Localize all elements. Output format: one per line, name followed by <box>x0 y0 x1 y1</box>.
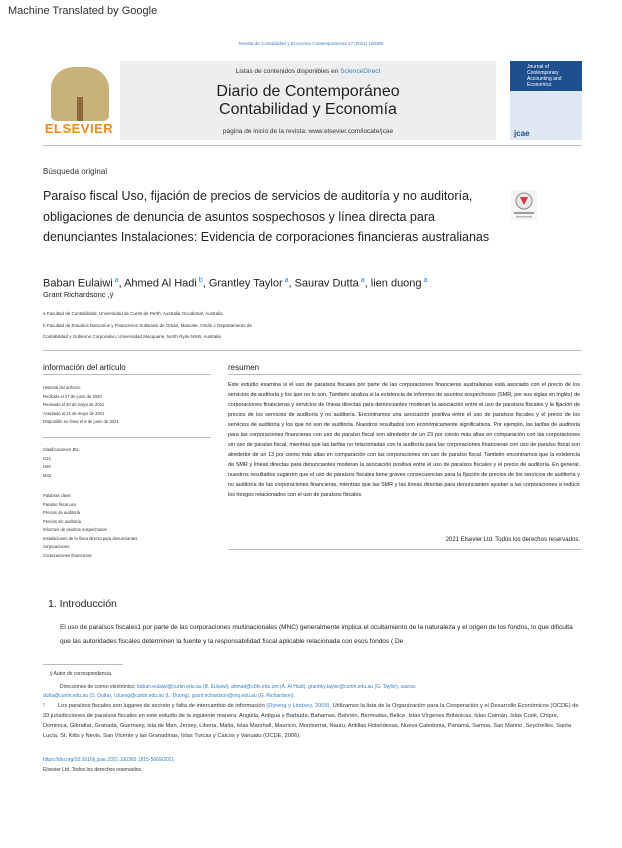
affiliation: b Facultad de Estudios Bancarios y Financieros Sultanato de Omán, Mascate, Omán c Departamento de <box>43 323 252 328</box>
affiliation-marker[interactable]: a <box>114 277 119 284</box>
author-name[interactable]: , Ahmed Al Hadi <box>118 277 197 290</box>
article-history <box>43 384 213 427</box>
history-item: Aceptado el 21 de mayo de 2021 <box>43 410 105 416</box>
affiliation-marker[interactable]: b <box>198 277 203 284</box>
footnote-1: ¹ Los paraísos fiscales son lugares de secreto y falta de intercambio de información (Dyreng y Lindsey, 2009). Utilizamos la lista de la Organización para la Cooperación y el Desarrollo Económicos (OCDE) de 33 jurisdicciones de paraísos fiscales en este estudio de la siguiente manera: Anguila, Antigua y Barbuda, Bahamas, Bahrein, Bermudas, Belice, Islas Vírgenes Británicas, Islas Caimán, Islas Cook, Chipre, Dominica, Gibraltar, Granada, Guernsey, Isla de Man, Jersey, Liberia, Malta, Islas Marshall, Mauricio, Montserrat, Nauru, Antillas Holandesas, Nueva Caledonia, Panamá, Samoa, San Marino, Seychelles, Santa Lucía, St. Kitts y Nevis, San Vicente y las Granadinas, Islas Turcas y Caicos y Vanuatu (OCDE, 2006). <box>43 703 579 739</box>
citation-link[interactable]: (Dyreng y Lindsey, 2009). <box>266 703 332 709</box>
keyword: Instalaciones de la línea directa para denunciantes <box>43 535 138 541</box>
keywords-heading: Palabras clave: <box>43 493 72 498</box>
keyword: corporaciones <box>43 544 70 549</box>
sciencedirect-link[interactable]: ScienceDirect <box>340 68 381 75</box>
email-links[interactable]: baban.eulaiwi@curtin.edu.au (B. Eulaiwi), ahmad@cbfs.edu.om (A. Al Hadi), grantley.taylor@curtin.edu.au (G. Taylor), saurav. <box>136 684 417 690</box>
affiliation: Contabilidad y Gobierno Corporativo, Universidad Macquarie, North Ryde NSW, Australia <box>43 334 221 339</box>
journal-title-line1: Diario de Contemporáneo <box>216 83 400 100</box>
author-list <box>43 272 543 293</box>
emails-label: Direcciones de correo electrónico: <box>60 684 137 690</box>
history-item: Recibido el 17 de junio de 2020 <box>43 393 102 399</box>
article-info-heading: información del artículo <box>43 363 126 372</box>
header-divider <box>43 145 582 146</box>
author-name[interactable]: , Grantley Taylor <box>202 277 283 290</box>
article-type: Búsqueda original <box>43 167 108 176</box>
abstract-heading: resumen <box>228 363 260 372</box>
jel-code: G21 <box>43 455 51 461</box>
journal-cover <box>510 61 582 140</box>
copyright-notice: 2021 Elsevier Ltd. Todos los derechos reservados. <box>445 537 580 543</box>
article-title: Paraíso fiscal Uso, fijación de precios de servicios de auditoría y no auditoría, obligaciones de denuncia de asuntos sospechosos y línea directa para denunciantes Instalaciones: Evidencia de corporaciones financieras australianas <box>43 189 490 244</box>
history-item: Historial del artículo: <box>43 385 81 390</box>
keyword: Precios de auditoría <box>43 510 81 515</box>
footnote-rule <box>43 664 123 665</box>
available-prefix: Listas de contenidos disponibles en <box>235 68 341 75</box>
author-name[interactable]: Grant Richardsonc ,ÿ <box>43 290 114 299</box>
footnote-1-text: Los paraísos fiscales son lugares de secreto y falta de intercambio de información <box>58 703 267 709</box>
cover-text: Journal of Contemporary Accounting and Economics <box>527 64 562 88</box>
keyword: Precios sin auditoría <box>43 518 81 524</box>
machine-translated-label: Machine Translated by Google <box>8 5 158 17</box>
email-addresses <box>60 683 582 692</box>
cover-header <box>510 61 582 91</box>
history-item: Revisado el 20 de mayo de 2021 <box>43 402 105 407</box>
rights-notice: Elsevier Ltd. Todos los derechos reservados. <box>43 767 143 773</box>
email-addresses-cont <box>43 692 582 701</box>
email-links[interactable]: dutta@curtin.edu.au (S. Dutta), l.duong@curtin.edu.au (L. Duong), grant.richardson@mq.edu.au (G. Richardson). <box>43 693 295 699</box>
jel-code: M42 <box>43 472 52 478</box>
history-item: Disponible en línea el 8 de junio de 2021 <box>43 419 119 424</box>
cover-logo: jcae <box>514 129 530 138</box>
affiliation-marker[interactable]: a <box>360 277 365 284</box>
elsevier-logo <box>43 63 115 139</box>
author-name[interactable]: , lien duong <box>364 277 422 290</box>
abstract-end-rule <box>228 549 582 550</box>
crossmark-icon[interactable] <box>511 190 537 220</box>
footnote-1-text-cont: Utilizamos la lista de la Organización para la Cooperación y el Desarrollo Económicos (OCDE) de 33 jurisdicciones de paraísos fiscales en este estudio de la siguiente manera: Anguila, Antigua y Barbuda, Bahamas, Bahrein, Bermudas, Belice, Islas Vírgenes Británicas, Islas Caimán, Islas Cook, Chipre, Dominica, Gibraltar, Granada, Guernsey, Isla de Man, Jersey, Liberia, Malta, Islas Marshall, Mauricio, Montserrat, Nauru, Antillas Holandesas, Nueva Caledonia, Panamá, Samoa, San Marino, Seychelles, Santa Lucía, St. Kitts y Nevis, San Vicente y las Granadinas, Islas Turcas y Caicos y Vanuatu (OCDE, 2006). <box>43 703 579 739</box>
publisher-name: ELSEVIER <box>44 121 114 136</box>
corresponding-author-note: ÿ Autor de correspondencia. <box>50 671 113 677</box>
journal-title <box>120 83 496 119</box>
keywords <box>43 492 221 560</box>
affiliation: a Facultad de Contabilidad, Universidad de Curtin de Perth, Australia Occidental, Australia <box>43 311 223 316</box>
abstract-text: Este estudio examina si el uso de paraísos fiscales por parte de las corporaciones financieras australianas está asociado con el precio de los servicios de auditoría y los que no lo son. También analiza si la existencia de informes de asuntos sospechosos (SMR, por sus siglas en inglés) de corporaciones financieras y servicios de líneas directas para denunciantes moderan la asociación entre el uso de paraísos fiscales y la fijación de precios de los servicios de auditoría y no auditoría. Encontramos una asociación positiva entre el uso de paraísos fiscales y el precio de los servicios de auditoría y los que no son de auditoría. Nuestros resultados son económicamente significativos. Por ejemplo, las tarifas de auditoría para las corporaciones financieras con uso de paraíso fiscal son alrededor de un 23 por ciento más altas en comparación con las corporaciones sin uso de paraíso fiscal, mientras que las tarifas no relacionadas con la auditoría para las corporaciones financieras con uso de paraíso fiscal son alrededor de un 13 por ciento más altas en comparación con las corporaciones sin uso de paraíso fiscal. También encontramos que la existencia de SMR y líneas directas para denunciantes moderan la asociación positiva entre el uso de paraísos fiscales y el precio de auditoría. En general, nuestros resultados sugieren que el uso de paraísos fiscales tiene graves consecuencias para la fijación de precios de los servicios de auditoría y no auditoría de las corporaciones financieras, mientras que las SMR y las líneas directas para denunciantes ayudan a las corporaciones a reducir los riesgos relacionados con el uso de paraísos fiscales. <box>228 382 580 498</box>
keyword: Corporaciones financieras <box>43 552 92 558</box>
affiliation-marker[interactable]: a <box>423 277 428 284</box>
jel-codes <box>43 446 213 480</box>
affiliation-marker[interactable]: a <box>284 277 289 284</box>
jel-code: H26 <box>43 464 51 469</box>
doi-link[interactable]: https://doi.org/10.1016/j.jcae.2021.100365 1815-5669/2021 <box>43 757 175 763</box>
keyword: Paraíso fiscal uso <box>43 501 77 507</box>
introduction-paragraph: El uso de paraísos fiscales1 por parte de las corporaciones multinacionales (MNC) generalmente implica el ocultamiento de la naturaleza y el origen de los fondos, lo que dificulta que las autoridades fiscales determinen la fuente y la responsabilidad fiscal aplicable relacionada con esos fondos ( De <box>60 624 573 645</box>
keyword: Informes de asuntos sospechosos <box>43 527 107 532</box>
journal-banner <box>120 61 496 140</box>
journal-reference[interactable]: Revista de Contabilidad y Economía Contemporáneas 17 (2021) 100365 <box>238 41 384 46</box>
history-rule <box>43 437 211 438</box>
elsevier-tree-icon <box>51 67 109 121</box>
jel-heading: Clasificaciones JEL: <box>43 447 81 452</box>
abstract-rule <box>228 374 582 375</box>
journal-title-line2: Contabilidad y Economía <box>219 101 397 118</box>
affiliation-divider <box>43 350 582 351</box>
journal-homepage[interactable]: página de inicio de la revista: www.elsevier.com/locate/jcae <box>222 128 394 135</box>
contents-available <box>120 68 496 75</box>
author-name[interactable]: , Saurav Dutta <box>288 277 359 290</box>
author-name[interactable]: Baban Eulaiwi <box>43 277 113 290</box>
article-info-rule <box>43 374 211 375</box>
section-heading-introduction: 1. Introducción <box>48 598 117 610</box>
